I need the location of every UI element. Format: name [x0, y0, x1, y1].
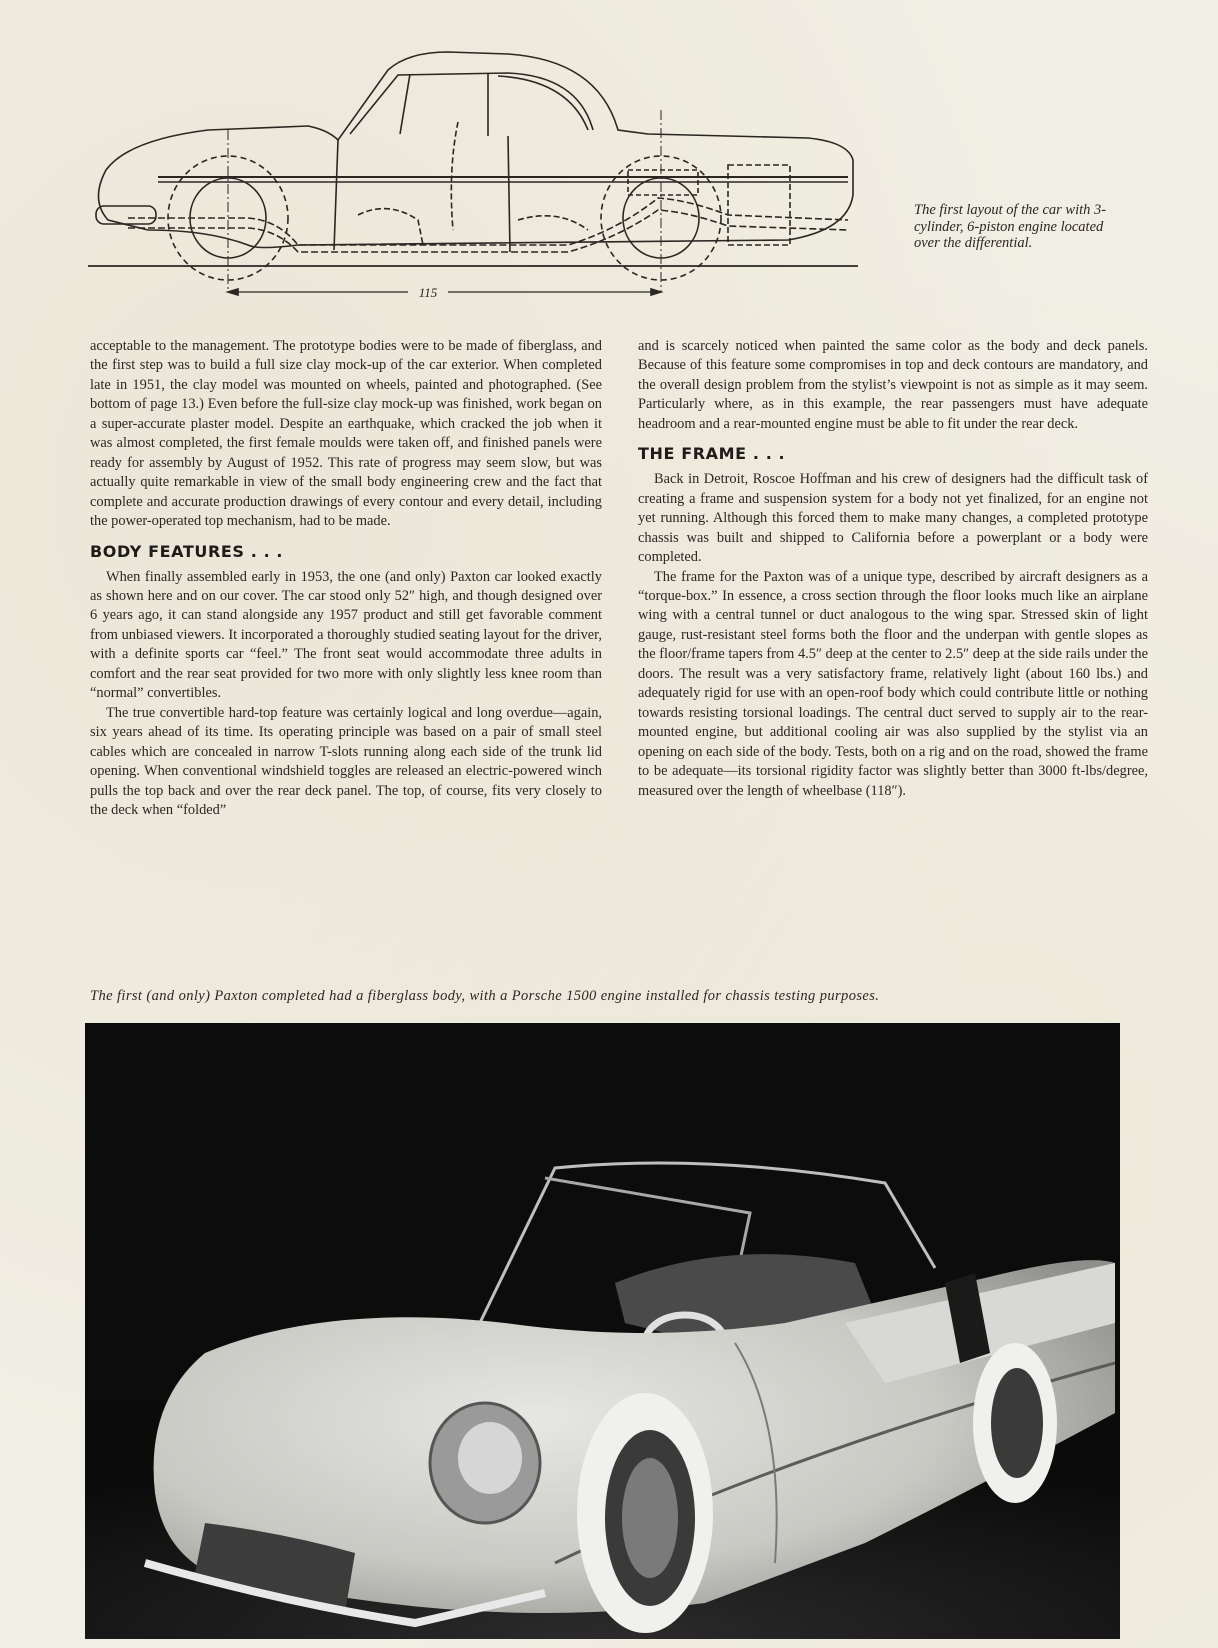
paragraph: acceptable to the management. The prototype bodies were to be made of fiberglass, and the first step was to build a full size clay mock-up of the car exterior. When completed late in 1951, the clay model was mounted on wheels, painted and photographed. (See bottom of page 13.) Even before the full-size clay mock-up was finished, work began on a super-accurate plaster model. Despite an earthquake, which cracked the job when it was almost completed, the first female moulds were taken off, and finished panels were ready for assembly by August of 1952. This rate of progress may seem slow, but was actually quite remarkable in view of the small body engineering crew and the fact that complete and accurate production drawings of every contour and every detail, including the power-operated top mechanism, had to be made.: [90, 338, 602, 530]
paragraph: The frame for the Paxton was of a unique type, described by aircraft designers as a “torque-box.” In essence, a cross section through the floor looks much like an airplane wing with a central tunnel or duct analogous to the wing spar. Stressed skin of light gauge, rust-resistant steel forms both the floor and the underpan with gentle slopes as the floor/frame tapers from 4.5″ deep at the center to 2.5″ deep at the side rails under the doors. The result was a very satisfactory frame, relatively light (about 160 lbs.) and adequately rigid for use with an open-roof body which could contribute little or nothing towards resisting torsional loadings. The central duct served to supply air to the rear-mounted engine, but additional cooling air was also supplied by the stylist via an opening on each side of the body. Tests, both on a rig and on the road, showed the frame to be adequate—its torsional rigidity factor was slightly better than 3000 ft-lbs/degree, measured over the length of wheelbase (118″).: [638, 568, 1148, 799]
paragraph: When finally assembled early in 1953, the one (and only) Paxton car looked exactly as shown here and on our cover. The car stood only 52″ high, and though designed over 6 years ago, it can stand alongside any 1957 product and still get favorable comment from unbiased viewers. It incorporated a thoroughly studied seating layout for the driver, with a definite sports car “feel.” The front seat would accommodate three adults in comfort and the rear seat provided for two more with only slightly less knee room than “normal” convertibles.: [90, 568, 602, 702]
section-heading-the-frame: THE FRAME . . .: [638, 444, 786, 464]
paragraph: Back in Detroit, Roscoe Hoffman and his crew of designers had the difficult task of creating a frame and suspension system for a body not yet finalized, for an engine not yet running. Although this forced them to make many changes, a completed prototype chassis was built and shipped to California before a powerplant or a body were completed.: [638, 471, 1148, 566]
paragraph: and is scarcely noticed when painted the same color as the body and deck panels. Because of this feature some compromises in top and deck contours are mandatory, and the overall design problem from the stylist’s viewpoint is not as simple as it may seem. Particularly where, as in this example, the rear passengers must have adequate headroom and a rear-mounted engine must be able to fit under the rear deck.: [638, 338, 1148, 432]
photo-caption: The first (and only) Paxton completed had a fiberglass body, with a Porsche 1500 engine installed for chassis testing purposes.: [90, 988, 880, 1004]
right-column: [638, 337, 1148, 801]
dimension-label: 115: [418, 285, 438, 300]
drawing-caption: The first layout of the car with 3-cylinder, 6-piston engine located over the differential.: [914, 202, 1107, 251]
left-column: [90, 337, 602, 820]
car-layout-drawing: [88, 30, 888, 302]
section-heading-body-features: BODY FEATURES . . .: [90, 541, 284, 561]
car-photo: [85, 1023, 1120, 1639]
paragraph: The true convertible hard-top feature was certainly logical and long overdue—again, six years ahead of its time. Its operating principle was based on a pair of small steel cables which are concealed in narrow T-slots running along each side of the trunk lid opening. When conventional windshield toggles are released an electric-powered winch pulls the top back and over the rear deck panel. The top, of course, fits very closely to the deck when “folded”: [90, 704, 602, 818]
